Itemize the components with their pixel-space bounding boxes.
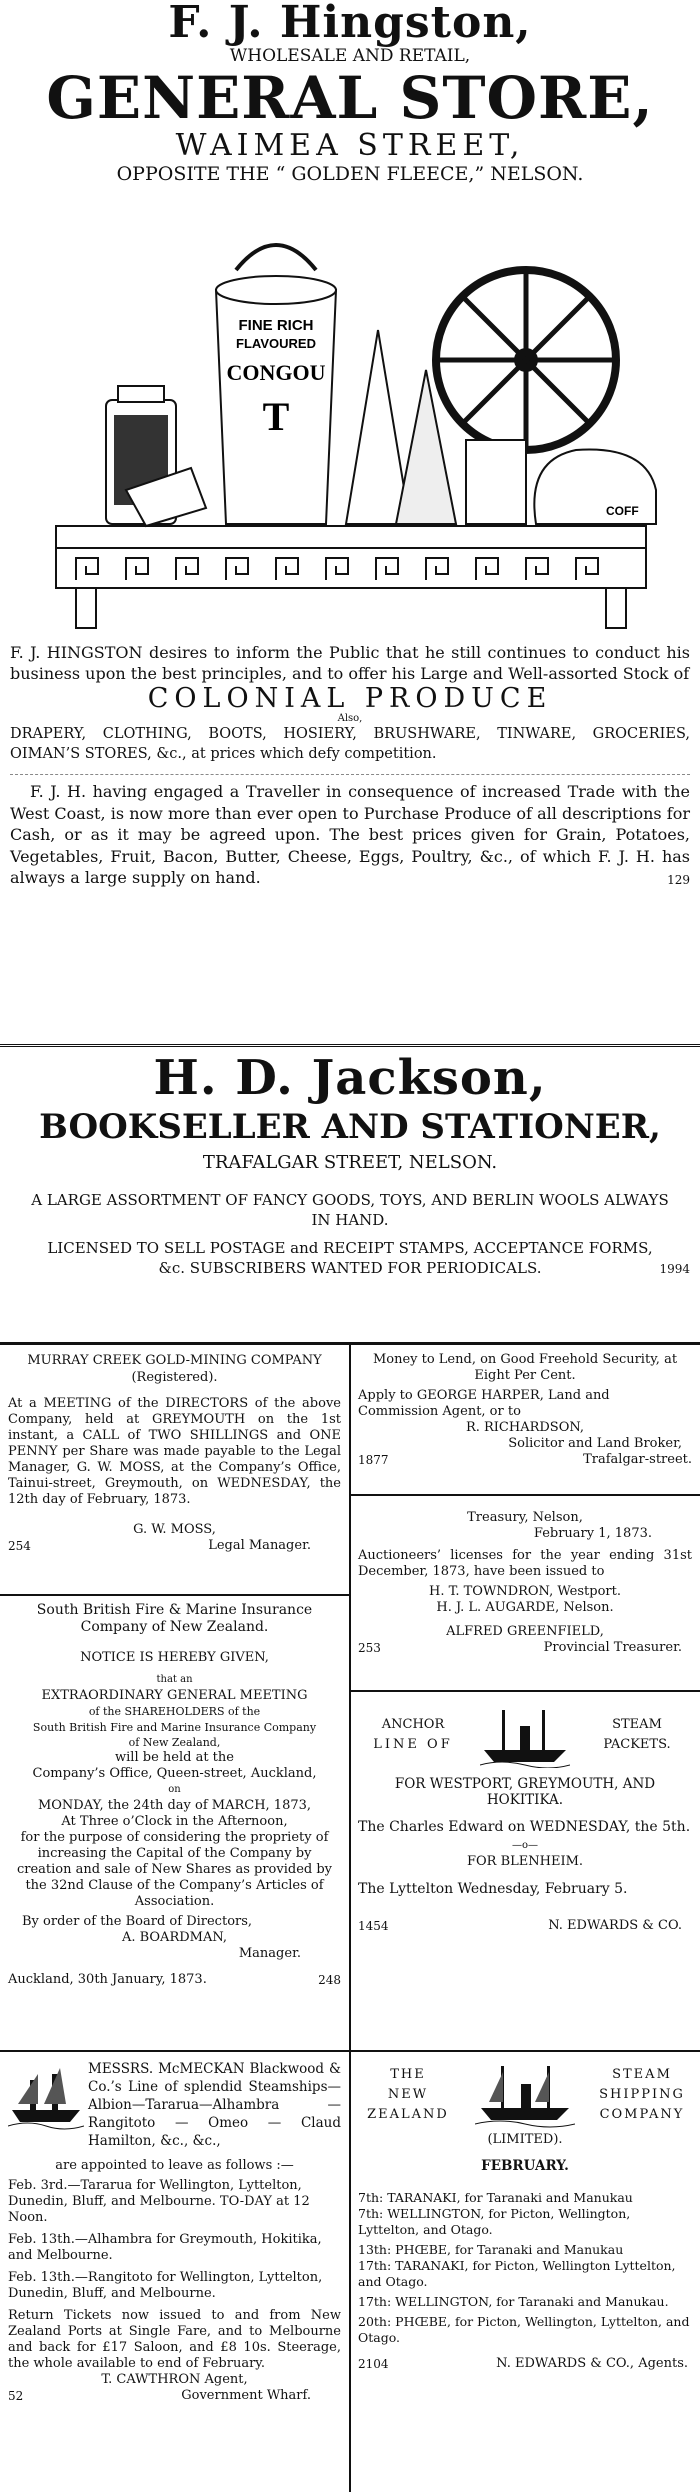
sb-on: on: [168, 1784, 181, 1795]
anchor-agent: N. EDWARDS & CO.: [548, 1918, 682, 1933]
money-name: R. RICHARDSON,: [465, 1420, 585, 1435]
sb-dateline: Auckland, 30th January, 1873.: [8, 1972, 207, 1987]
anchor-ship1: The Charles Edward on WEDNESDAY, the 5th.: [358, 1819, 691, 1835]
treasury-num: 253: [358, 1641, 381, 1655]
nz-row: 7th: TARANAKI, for Taranaki and Manukau: [358, 2190, 633, 2205]
table-leg-right: [606, 588, 626, 628]
hingston-colonial: COLONIAL PRODUCE: [147, 683, 553, 714]
anchor-left2: LINE OF: [373, 1737, 453, 1752]
nz-schedule: [358, 2190, 692, 2346]
nz-agent: N. EDWARDS & CO., Agents.: [496, 2356, 688, 2371]
sb-date: MONDAY, the 24th day of MARCH, 1873,: [37, 1798, 312, 1813]
nz-r3: COMPANY: [599, 2107, 685, 2122]
hingston-p1: F. J. HINGSTON desires to inform the Public that he still continues to conduct his business upon the best principles, and to offer his Large and Well-assorted Stock of: [10, 643, 690, 683]
grocery-illustration-svg: [6, 190, 694, 636]
mm-sign: T. CAWTHRON Agent,: [101, 2372, 248, 2387]
jackson-p2: LICENSED TO SELL POSTAGE and RECEIPT STAMPS, ACCEPTANCE FORMS, &c. SUBSCRIBERS WANTED FOR PERIODICALS.: [47, 1239, 653, 1277]
treasury-n2: H. J. L. AUGARDE, Nelson.: [436, 1600, 614, 1615]
jackson-trade: BOOKSELLER AND STATIONER,: [39, 1107, 661, 1147]
anchor-route: FOR WESTPORT, GREYMOUTH, AND HOKITIKA.: [394, 1776, 656, 1808]
nz-l1: THE: [390, 2067, 426, 2082]
grocery-illustration: [6, 190, 694, 636]
mm-num: 52: [8, 2389, 24, 2403]
nz-ship-icon: [475, 2062, 575, 2128]
can-text-2: FLAVOURED: [236, 336, 316, 351]
table-leg-left: [76, 588, 96, 628]
hingston-trade: WHOLESALE AND RETAIL,: [229, 46, 471, 66]
sb-of: of the SHAREHOLDERS of the: [88, 1705, 261, 1718]
treasury-date: February 1, 1873.: [533, 1526, 652, 1541]
anchor-sep: —o—: [511, 1840, 539, 1851]
treasury-place: Treasury, Nelson,: [467, 1510, 583, 1525]
nz-l3: ZEALAND: [367, 2107, 449, 2122]
mm-appointed: are appointed to leave as follows :—: [55, 2158, 294, 2173]
nz-row: 20th: PHŒBE, for Picton, Wellington, Lyttelton, and Otago.: [358, 2314, 690, 2345]
treasury-sign: ALFRED GREENFIELD,: [446, 1624, 604, 1639]
anchor-right2: PACKETS.: [603, 1737, 671, 1752]
hingston-opposite: OPPOSITE THE “ GOLDEN FLEECE,” NELSON.: [116, 163, 584, 185]
money-role: Solicitor and Land Broker,: [508, 1436, 682, 1451]
murray-ad: [8, 1352, 341, 1554]
mm-title: MESSRS. McMECKAN Blackwood & Co.’s Line of splendid Steamships—Albion—Tararua—Alhambra — Rangitoto — Omeo — Claud Hamilton, &c., &c.,: [88, 2061, 341, 2149]
sb-sign: A. BOARDMAN,: [121, 1930, 228, 1945]
hingston-street: WAIMEA STREET,: [175, 128, 525, 163]
nzsteam-ad: [358, 2062, 692, 2372]
hingston-goods: DRAPERY, CLOTHING, BOOTS, HOSIERY, BRUSHWARE, TINWARE, GROCERIES, OIMAN’S STORES, &c., at prices which defy competition.: [10, 726, 690, 762]
table-body: [56, 548, 646, 588]
can-text-4: T: [262, 394, 290, 439]
anchor-left1: ANCHOR: [381, 1717, 445, 1732]
jackson-num: 1994: [659, 1262, 690, 1276]
coffee-mill-base: [466, 440, 526, 524]
anchor-right1: STEAM: [612, 1717, 662, 1732]
hingston-store: GENERAL STORE,: [46, 64, 654, 132]
rule-1: [0, 1044, 700, 1047]
nz-month: FEBRUARY.: [481, 2158, 569, 2174]
bag-text: COFF: [606, 504, 639, 518]
jackson-street: TRAFALGAR STREET, NELSON.: [202, 1152, 498, 1173]
sb-that: that an: [156, 1674, 193, 1685]
murray-title: MURRAY CREEK GOLD-MINING COMPANY (Registered).: [27, 1353, 322, 1385]
sb-purpose: for the purpose of considering the propriety of increasing the Capital of the Company by creation and sale of New Shares as provided by the 32nd Clause of the Company’s Articles of Association.: [16, 1830, 333, 1909]
mm-s2: Feb. 13th.—Alhambra for Greymouth, Hokitika, and Melbourne.: [8, 2232, 322, 2263]
murray-sign: G. W. MOSS,: [133, 1522, 216, 1537]
steamship-icon: [8, 2060, 88, 2150]
nz-row: 17th: WELLINGTON, for Taranaki and Manukau.: [358, 2294, 669, 2309]
treasury-role: Provincial Treasurer.: [543, 1640, 682, 1655]
murray-role: Legal Manager.: [208, 1538, 311, 1553]
money-ad: [358, 1352, 692, 1468]
sb-office: Company’s Office, Queen-street, Auckland,: [32, 1766, 317, 1781]
nz-l2: NEW: [387, 2087, 429, 2102]
hingston-also: Also,: [337, 713, 363, 724]
sb-meeting: EXTRAORDINARY GENERAL MEETING: [41, 1688, 308, 1703]
mm-s1: Feb. 3rd.—Tararua for Wellington, Lyttelton, Dunedin, Bluff, and Melbourne. TO-DAY at 12 Noon.: [8, 2178, 310, 2225]
column-divider: [349, 1345, 351, 2492]
anchor-ship2: The Lyttelton Wednesday, February 5.: [358, 1881, 628, 1897]
treasury-n1: H. T. TOWNDRON, Westport.: [429, 1584, 621, 1599]
can-text-1: FINE RICH: [238, 317, 314, 334]
sb-role: Manager.: [238, 1946, 301, 1961]
rule-5: [349, 1494, 700, 1496]
southbritish-ad: [8, 1602, 341, 1988]
treasury-body: Auctioneers’ licenses for the year ending 31st December, 1873, have been issued to: [358, 1548, 692, 1579]
sugar-loaf: [346, 330, 410, 524]
sb-notice: NOTICE IS HEREBY GIVEN,: [80, 1650, 269, 1665]
rule-4: [0, 2050, 349, 2052]
nz-r1: STEAM: [612, 2067, 672, 2082]
sb-title: South British Fire & Marine Insurance Company of New Zealand.: [36, 1602, 313, 1635]
jackson-name: H. D. Jackson,: [153, 1050, 547, 1106]
hingston-ad: [6, 0, 694, 887]
mm-return: Return Tickets now issued to and from New Zealand Ports at Single Fare, and to Melbourne and back for £17 Saloon, and £8 10s. Steerage, the whole available to end of February.: [8, 2308, 341, 2371]
treasury-ad: [358, 1510, 692, 1656]
table-top: [56, 526, 646, 548]
mm-role: Government Wharf.: [181, 2388, 311, 2403]
money-apply: Apply to GEORGE HARPER, Land and Commission Agent, or to: [358, 1388, 610, 1419]
rule-7: [349, 2050, 700, 2052]
sb-time: At Three o’Clock in the Afternoon,: [61, 1814, 288, 1829]
money-title: Money to Lend, on Good Freehold Security, at Eight Per Cent.: [372, 1352, 678, 1383]
sb-held: will be held at the: [115, 1750, 234, 1765]
nz-row: 13th: PHŒBE, for Taranaki and Manukau: [358, 2242, 624, 2257]
anchor-ad: [358, 1702, 692, 1934]
murray-num: 254: [8, 1539, 31, 1553]
sb-num: 248: [318, 1973, 341, 1987]
nz-row: 7th: WELLINGTON, for Picton, Wellington, Lyttelton, and Otago.: [358, 2206, 631, 2237]
money-num: 1877: [358, 1453, 389, 1467]
jackson-p1: A LARGE ASSORTMENT OF FANCY GOODS, TOYS, AND BERLIN WOOLS ALWAYS IN HAND.: [31, 1191, 669, 1229]
jackson-ad: [6, 1050, 694, 1276]
money-street: Trafalgar-street.: [583, 1452, 692, 1467]
nz-num: 2104: [358, 2357, 389, 2371]
can-text-3: CONGOU: [226, 360, 326, 385]
mm-s3: Feb. 13th.—Rangitoto for Wellington, Lyttelton, Dunedin, Bluff, and Melbourne.: [8, 2270, 323, 2301]
murray-body: At a MEETING of the DIRECTORS of the above Company, held at GREYMOUTH on the 1st instant, a CALL of TWO SHILLINGS and ONE PENNY per Share was made payable to the Legal Manager, G. W. MOSS, at the Company’s Office, Tainui-street, Greymouth, on WEDNESDAY, the 12th day of February, 1873.: [8, 1396, 341, 1507]
nz-r2: SHIPPING: [599, 2087, 685, 2102]
sb-order: By order of the Board of Directors,: [22, 1914, 253, 1929]
nz-limited: (LIMITED).: [487, 2132, 563, 2147]
hingston-name: F. J. Hingston,: [168, 0, 532, 48]
anchor-ship-icon: [480, 1702, 570, 1768]
mmeckan-ad: [8, 2060, 341, 2404]
rule-6: [349, 1690, 700, 1692]
nz-row: 17th: TARANAKI, for Picton, Wellington Lyttelton, and Otago.: [358, 2258, 676, 2289]
hingston-p2: F. J. H. having engaged a Traveller in consequence of increased Trade with the West Coast, is now more than ever open to Purchase Produce of all descriptions for Cash, or as it may be agreed upon. The best prices given for Grain, Potatoes, Vegetables, Fruit, Bacon, Butter, Cheese, Eggs, Poultry, &c., of which F. J. H. has always a large supply on hand.: [10, 782, 690, 887]
hingston-num: 129: [667, 872, 690, 887]
sb-company: South British Fire and Marine Insurance Company of New Zealand,: [32, 1721, 317, 1749]
anchor-num: 1454: [358, 1919, 389, 1933]
anchor-blenheim: FOR BLENHEIM.: [466, 1854, 584, 1869]
rule-3: [0, 1594, 349, 1596]
